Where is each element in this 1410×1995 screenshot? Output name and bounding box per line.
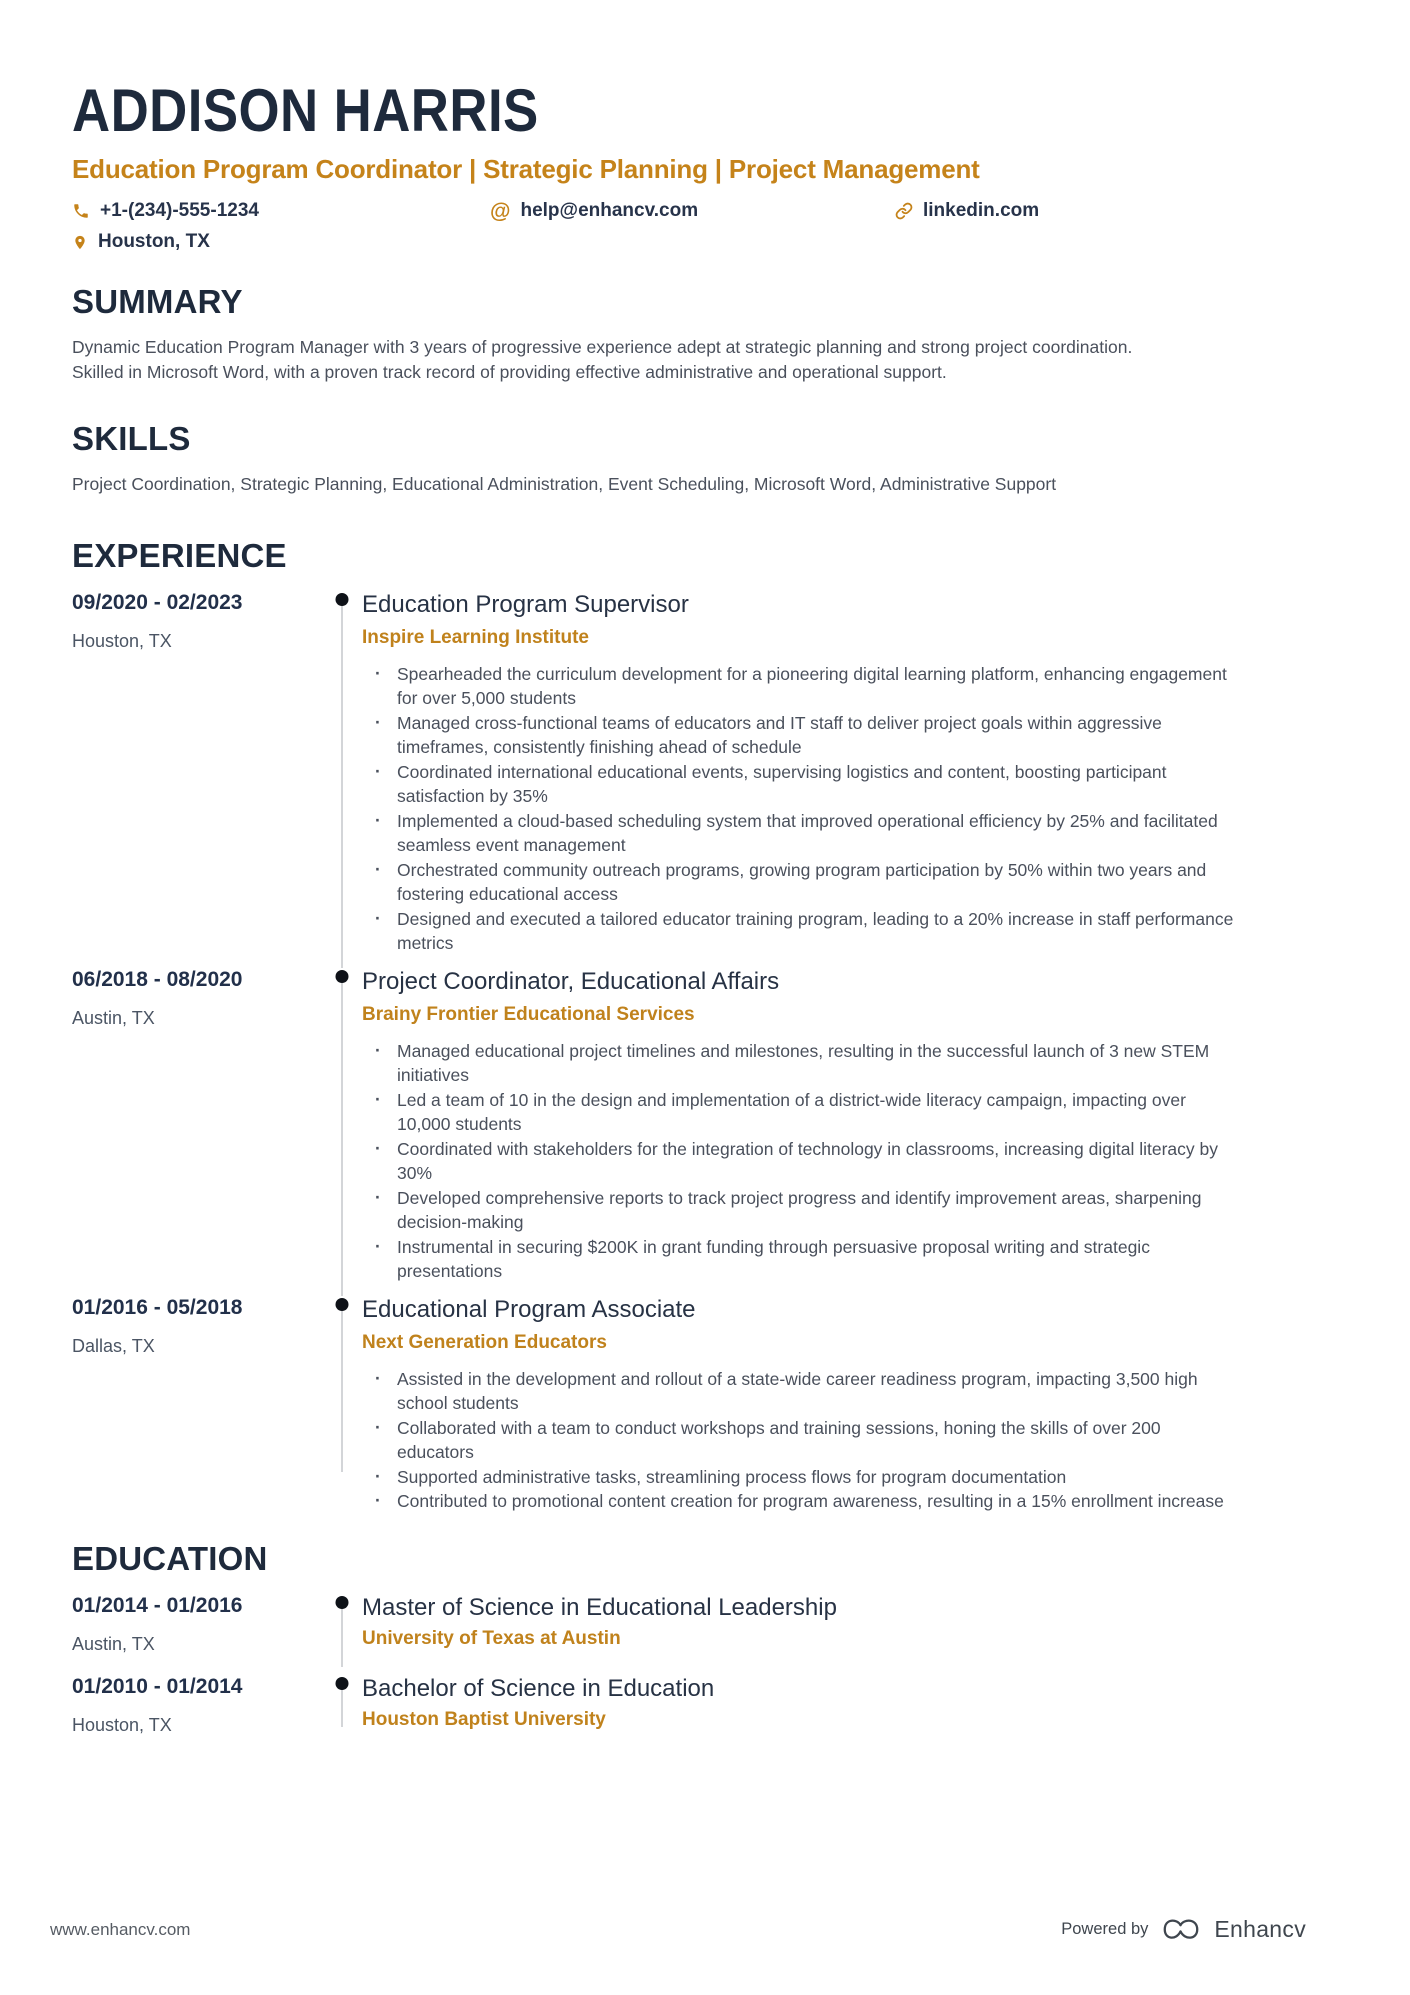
at-icon: @: [490, 199, 511, 223]
bullet-item: · Supported administrative tasks, streamlining process flows for program documentation: [362, 1465, 1242, 1490]
contact-link[interactable]: [895, 200, 1039, 222]
bullet-item: · Designed and executed a tailored educator training program, leading to a 20% increase in staff performance metrics: [362, 907, 1242, 956]
timeline-marker: [322, 591, 362, 956]
bullet-item: · Managed cross-functional teams of educators and IT staff to deliver project goals within aggressive timeframes, consistently finishing ahead of schedule: [362, 711, 1242, 760]
bullet-list: [362, 1367, 1242, 1514]
section-title-experience: EXPERIENCE: [72, 536, 287, 574]
entry-meta: [72, 1594, 322, 1655]
section-title-summary: SUMMARY: [72, 283, 243, 321]
entry-meta: [72, 968, 322, 1284]
bullet-item: · Collaborated with a team to conduct workshops and training sessions, honing the skills of over 200 educators: [362, 1416, 1242, 1465]
entry-meta: [72, 591, 322, 956]
timeline-marker: [322, 968, 362, 1284]
experience-entry: [72, 968, 1272, 1284]
bullet-item: · Assisted in the development and rollout of a state-wide career readiness program, impacting 3,500 high school students: [362, 1367, 1242, 1416]
job-title: Project Coordinator, Educational Affairs: [362, 967, 780, 995]
bullet-item: · Managed educational project timelines and milestones, resulting in the successful launch of 3 new STEM initiatives: [362, 1039, 1242, 1088]
school-name: Houston Baptist University: [362, 1708, 606, 1730]
entry-dates: 01/2014 - 01/2016: [72, 1593, 243, 1617]
enhancv-wordmark: Enhancv: [1214, 1916, 1306, 1942]
education-list: [72, 1594, 1272, 1736]
entry-meta: [72, 1296, 322, 1514]
bullet-item: · Coordinated international educational events, supervising logistics and content, boosting participant satisfaction by 35%: [362, 760, 1242, 809]
footer-branding: [1061, 1916, 1306, 1943]
powered-by-label: Powered by: [1061, 1920, 1149, 1938]
entry-location: Houston, TX: [72, 630, 172, 651]
degree-title: Master of Science in Educational Leadership: [362, 1593, 837, 1621]
entry-dates: 06/2018 - 08/2020: [72, 967, 243, 991]
education-entry: [72, 1594, 1272, 1655]
timeline-marker: [322, 1594, 362, 1655]
bullet-list: [362, 662, 1242, 956]
entry-body: [362, 968, 1272, 1284]
section-title-skills: SKILLS: [72, 420, 191, 458]
company-name: Next Generation Educators: [362, 1331, 607, 1353]
timeline-marker: [322, 1296, 362, 1514]
entry-dates: 09/2020 - 02/2023: [72, 590, 243, 614]
bullet-item: · Led a team of 10 in the design and implementation of a district-wide literacy campaign, impacting over 10,000 students: [362, 1088, 1242, 1137]
degree-title: Bachelor of Science in Education: [362, 1674, 715, 1702]
link-text[interactable]: linkedin.com: [923, 200, 1040, 222]
job-title: Education Program Supervisor: [362, 590, 689, 618]
entry-location: Austin, TX: [72, 1007, 155, 1028]
entry-location: Dallas, TX: [72, 1335, 155, 1356]
company-name: Inspire Learning Institute: [362, 626, 589, 648]
entry-meta: [72, 1675, 322, 1736]
footer-website[interactable]: www.enhancv.com: [50, 1919, 191, 1939]
entry-body: [362, 591, 1272, 956]
enhancv-logo-icon: [1160, 1917, 1202, 1942]
section-title-education: EDUCATION: [72, 1539, 268, 1577]
location-pin-icon: [72, 233, 88, 252]
phone-number: +1-(234)-555-1234: [100, 200, 259, 222]
bullet-item: · Implemented a cloud-based scheduling system that improved operational efficiency by 25% and facilitated seamless event management: [362, 809, 1242, 858]
email-address[interactable]: help@enhancv.com: [520, 200, 699, 222]
company-name: Brainy Frontier Educational Services: [362, 1003, 695, 1025]
summary-text: Dynamic Education Program Manager with 3 years of progressive experience adept at strategic planning and strong project coordination. Skilled in Microsoft Word, with a proven track record of providing effective administrative and operational support.: [72, 337, 1133, 382]
bullet-item: · Orchestrated community outreach programs, growing program participation by 50% within two years and fostering educational access: [362, 858, 1242, 907]
experience-list: [72, 591, 1272, 1514]
location-text: Houston, TX: [98, 231, 210, 253]
contact-row: [72, 200, 1272, 222]
entry-body: [362, 1675, 1272, 1736]
timeline-marker: [322, 1675, 362, 1736]
page-footer: [50, 1916, 1306, 1943]
bullet-item: · Contributed to promotional content creation for program awareness, resulting in a 15% enrollment increase: [362, 1489, 1242, 1514]
contact-phone: [72, 200, 490, 222]
location-row: [72, 231, 1272, 253]
contact-email[interactable]: [490, 200, 895, 222]
entry-body: [362, 1296, 1272, 1514]
phone-icon: [72, 202, 90, 220]
bullet-item: · Coordinated with stakeholders for the integration of technology in classrooms, increasing digital literacy by 30%: [362, 1137, 1242, 1186]
education-entry: [72, 1675, 1272, 1736]
bullet-item: · Spearheaded the curriculum development for a pioneering digital learning platform, enhancing engagement for over 5,000 students: [362, 662, 1242, 711]
entry-location: Houston, TX: [72, 1714, 172, 1735]
entry-dates: 01/2016 - 05/2018: [72, 1295, 243, 1319]
bullet-item: · Developed comprehensive reports to track project progress and identify improvement areas, sharpening decision-making: [362, 1186, 1242, 1235]
experience-entry: [72, 591, 1272, 956]
bullet-item: · Instrumental in securing $200K in grant funding through persuasive proposal writing and strategic presentations: [362, 1235, 1242, 1284]
entry-body: [362, 1594, 1272, 1655]
link-icon: [895, 202, 913, 220]
experience-entry: [72, 1296, 1272, 1514]
bullet-list: [362, 1039, 1242, 1284]
entry-location: Austin, TX: [72, 1633, 155, 1654]
school-name: University of Texas at Austin: [362, 1627, 621, 1649]
person-name: ADDISON HARRIS: [72, 77, 539, 144]
entry-dates: 01/2010 - 01/2014: [72, 1674, 243, 1698]
job-title: Educational Program Associate: [362, 1295, 696, 1323]
headline: Education Program Coordinator | Strategic Planning | Project Management: [72, 154, 980, 185]
contact-location: [72, 231, 210, 253]
skills-text: Project Coordination, Strategic Planning, Educational Administration, Event Scheduling, Microsoft Word, Administrative Support: [72, 474, 1057, 495]
